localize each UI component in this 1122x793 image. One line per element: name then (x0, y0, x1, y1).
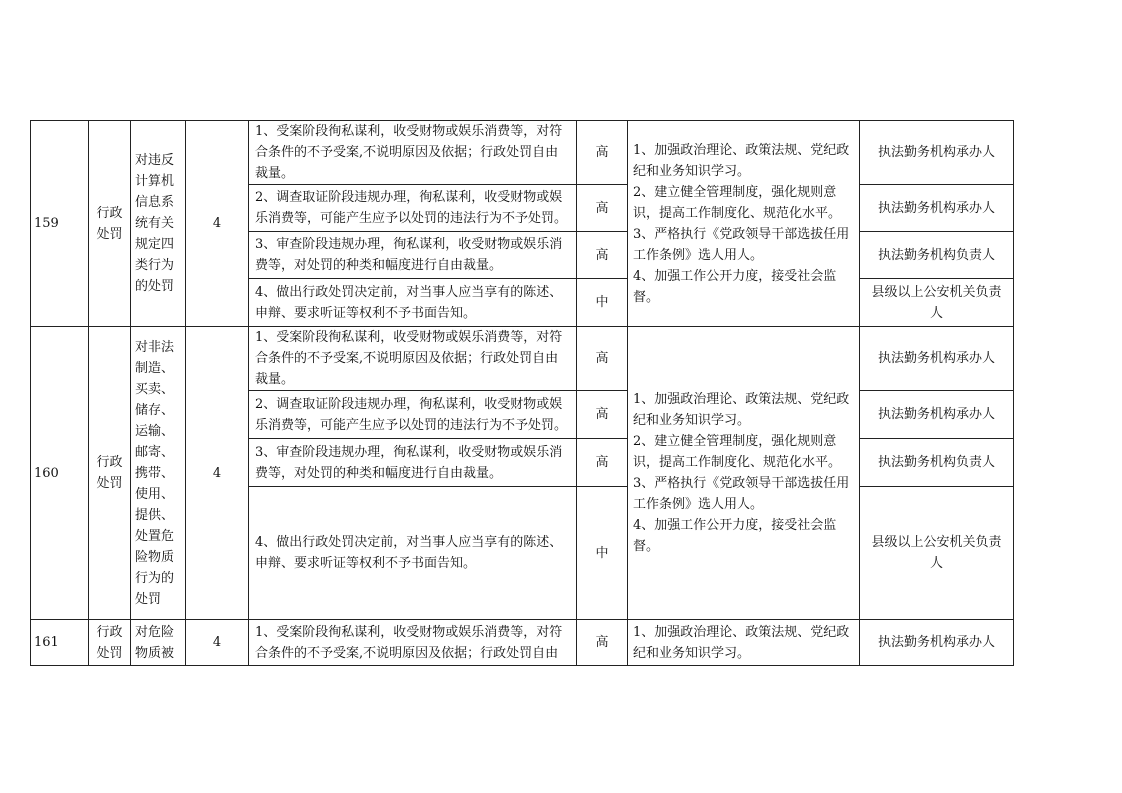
risk-level: 中 (577, 487, 628, 620)
risk-level: 高 (577, 121, 628, 185)
responsible-person: 县级以上公安机关负责人 (860, 487, 1014, 620)
item-number: 159 (31, 121, 89, 327)
responsible-person: 执法勤务机构承办人 (860, 327, 1014, 391)
risk-level: 高 (577, 232, 628, 279)
item-number: 160 (31, 327, 89, 620)
risk-point: 4、做出行政处罚决定前，对当事人应当享有的陈述、申辩、要求听证等权利不予书面告知。 (249, 487, 577, 620)
responsible-person: 执法勤务机构承办人 (860, 185, 1014, 232)
risk-level: 高 (577, 185, 628, 232)
risk-point: 2、调查取证阶段违规办理，徇私谋利，收受财物或娱乐消费等，可能产生应予以处罚的违法行为不予处罚。 (249, 185, 577, 232)
risk-point: 1、受案阶段徇私谋利，收受财物或娱乐消费等，对符合条件的不予受案,不说明原因及依据；行政处罚自由裁量。 (249, 121, 577, 185)
risk-table (30, 120, 1014, 666)
table-row (31, 620, 1014, 666)
risk-level: 高 (577, 620, 628, 666)
category-cell (89, 620, 131, 666)
item-name-cell (131, 620, 186, 666)
risk-point: 4、做出行政处罚决定前，对当事人应当享有的陈述、申辩、要求听证等权利不予书面告知。 (249, 279, 577, 327)
responsible-person: 县级以上公安机关负责人 (860, 279, 1014, 327)
risk-point: 1、受案阶段徇私谋利，收受财物或娱乐消费等，对符合条件的不予受案,不说明原因及依据；行政处罚自由裁量。 (249, 327, 577, 391)
category-text: 行政 处罚 (96, 205, 123, 242)
item-name-text: 对违反 计算机 信息系 统有关 规定四 类行为 的处罚 (135, 153, 175, 294)
risk-point: 3、审查阶段违规办理，徇私谋利，收受财物或娱乐消费等，对处罚的种类和幅度进行自由裁量。 (249, 232, 577, 279)
risk-point (249, 620, 577, 666)
risk-level: 高 (577, 327, 628, 391)
prevention-measures-cell (628, 327, 860, 620)
table-row (31, 327, 1014, 391)
table-row (31, 121, 1014, 185)
item-name-text: 对危险 物质被 (135, 624, 175, 661)
prevention-measures-text: 1、加强政治理论、政策法规、党纪政纪和业务知识学习。 2、建立健全管理制度，强化规则意识，提高工作制度化、规范化水平。 3、严格执行《党政领导干部选拔任用工作条例》选人用人。 4、加强工作公开力度，接受社会监督。 (633, 142, 850, 305)
responsible-person: 执法勤务机构承办人 (860, 620, 1014, 666)
prevention-measures-text: 1、加强政治理论、政策法规、党纪政纪和业务知识学习。 (633, 624, 850, 661)
category-text: 行政 处罚 (96, 455, 123, 491)
prevention-measures-cell (628, 121, 860, 327)
risk-count: 4 (186, 620, 249, 666)
risk-level: 高 (577, 439, 628, 487)
prevention-measures-text: 1、加强政治理论、政策法规、党纪政纪和业务知识学习。 2、建立健全管理制度，强化规则意识，提高工作制度化、规范化水平。 3、严格执行《党政领导干部选拔任用工作条例》选人用人。 4、加强工作公开力度，接受社会监督。 (633, 392, 850, 554)
item-name-cell (131, 327, 186, 620)
item-number: 161 (31, 620, 89, 666)
risk-level: 中 (577, 279, 628, 327)
category-cell (89, 327, 131, 620)
risk-point: 2、调查取证阶段违规办理，徇私谋利，收受财物或娱乐消费等，可能产生应予以处罚的违法行为不予处罚。 (249, 391, 577, 439)
risk-count: 4 (186, 121, 249, 327)
category-cell (89, 121, 131, 327)
risk-count: 4 (186, 327, 249, 620)
responsible-person: 执法勤务机构负责人 (860, 232, 1014, 279)
risk-point-text: 1、受案阶段徇私谋利，收受财物或娱乐消费等，对符合条件的不予受案,不说明原因及依据；行政处罚自由 (255, 624, 563, 661)
item-name-cell (131, 121, 186, 327)
category-text: 行政 处罚 (96, 624, 123, 661)
responsible-person: 执法勤务机构承办人 (860, 121, 1014, 185)
risk-point: 3、审查阶段违规办理，徇私谋利，收受财物或娱乐消费等，对处罚的种类和幅度进行自由裁量。 (249, 439, 577, 487)
item-name-text: 对非法 制造、 买卖、 储存、 运输、 邮寄、 携带、 使用、 提供、 处置危 险物质 行为的 处罚 (135, 339, 175, 607)
responsible-person: 执法勤务机构负责人 (860, 439, 1014, 487)
prevention-measures-cell (628, 620, 860, 666)
risk-level: 高 (577, 391, 628, 439)
responsible-person: 执法勤务机构承办人 (860, 391, 1014, 439)
